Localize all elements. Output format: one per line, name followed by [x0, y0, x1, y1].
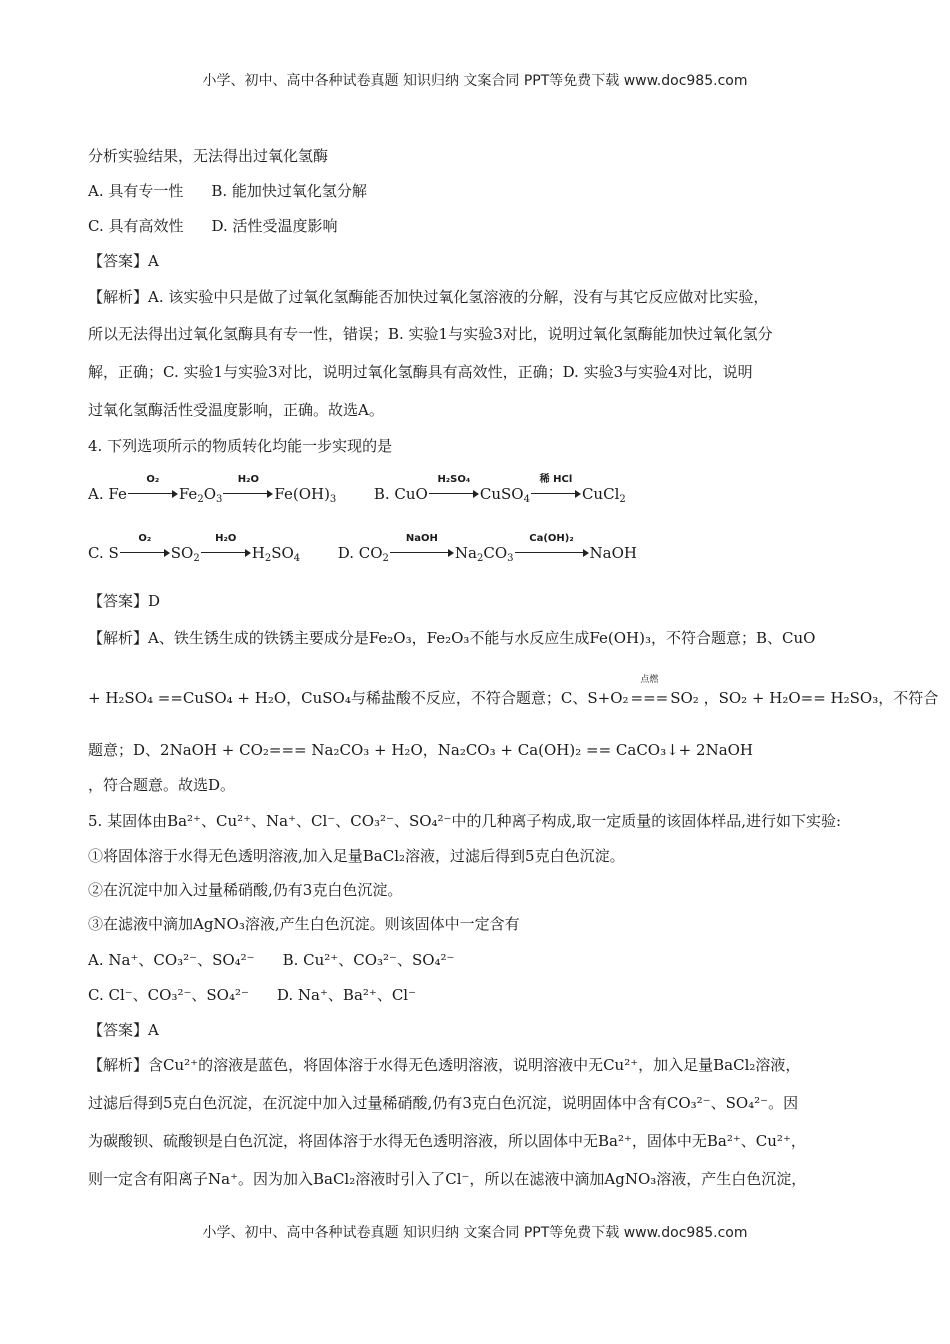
q5-stem: 5. 某固体由Ba²⁺、Cu²⁺、Na⁺、Cl⁻、CO₃²⁻、SO₄²⁻中的几种离子构成,取一定质量的该固体样品,进行如下实验:	[88, 812, 842, 830]
q5-option-b: B. Cu²⁺、CO₃²⁻、SO₄²⁻	[282, 951, 455, 969]
q5-step: ②在沉淀中加入过量稀硝酸,仍有3克白色沉淀。	[88, 881, 403, 899]
q5-options-ab	[88, 950, 454, 970]
q3-explanation-line: 解，正确；C. 实验1与实验3对比，说明过氧化氢酶具有高效性，正确；D. 实验3与实验4对比，说明	[88, 363, 753, 381]
q3-options-cd	[88, 216, 338, 236]
reaction-arrow-icon: H₂O	[223, 485, 273, 499]
q4-options-cd	[88, 533, 637, 569]
q4-option-a: A. Fe O₂ $Fe_2O_3$ H₂O $Fe(OH)_3$	[88, 474, 337, 505]
q5-explanation-line: 则一定含有阳离子Na⁺。因为加入BaCl₂溶液时引入了Cl⁻，所以在滤液中滴加AgNO₃溶液，产生白色沉淀，	[88, 1170, 807, 1188]
q4-explanation-line: + H₂SO₄ ==CuSO₄ + H₂O，CuSO₄与稀盐酸不反应，不符合题意；C、S+O₂ 点燃 === SO₂ ，SO₂ + H₂O== H₂SO₃，不符合	[88, 675, 939, 707]
q5-explanation-line: 为碳酸钡、硫酸钡是白色沉淀，将固体溶于水得无色透明溶液，所以固体中无Ba²⁺，固体中无Ba²⁺、Cu²⁺，	[88, 1132, 806, 1150]
q3-explanation-line: 过氧化氢酶活性受温度影响，正确。故选A。	[88, 401, 384, 419]
page-header: 小学、初中、高中各种试卷真题 知识归纳 文案合同 PPT等免费下载 www.doc985.com	[202, 73, 748, 89]
q5-explanation-line: 【解析】含Cu²⁺的溶液是蓝色，将固体溶于水得无色透明溶液，说明溶液中无Cu²⁺，加入足量BaCl₂溶液，	[88, 1056, 801, 1074]
q3-options-ab	[88, 181, 367, 201]
reaction-arrow-icon: Ca(OH)₂	[515, 544, 589, 558]
q4-explanation-line: 【解析】A、铁生锈生成的铁锈主要成分是Fe₂O₃，Fe₂O₃不能与水反应生成Fe(OH)₃，不符合题意；B、CuO	[88, 629, 816, 647]
q3-explanation-line: 所以无法得出过氧化氢酶具有专一性，错误；B. 实验1与实验3对比，说明过氧化氢酶能加快过氧化氢分	[88, 325, 773, 343]
reaction-arrow-icon: 稀 HCl	[531, 485, 581, 499]
q3-option-b: B. 能加快过氧化氢分解	[211, 182, 367, 200]
q3-option-c: C. 具有高效性	[88, 217, 184, 235]
q4-option-c: C. S O₂ $SO_2$ H₂O $H_2SO_4$	[88, 533, 301, 564]
q4-explanation-line: 题意；D、2NaOH + CO₂=== Na₂CO₃ + H₂O，Na₂CO₃ + Ca(OH)₂ == CaCO₃↓+ 2NaOH	[88, 741, 754, 759]
q5-explanation-line: 过滤后得到5克白色沉淀，在沉淀中加入过量稀硝酸,仍有3克白色沉淀，说明固体中含有CO₃²⁻、SO₄²⁻。因	[88, 1094, 799, 1112]
q3-explanation-line: 【解析】A. 该实验中只是做了过氧化氢酶能否加快过氧化氢溶液的分解，没有与其它反应做对比实验，	[88, 288, 769, 306]
reaction-arrow-icon: O₂	[120, 544, 170, 558]
q5-options-cd	[88, 985, 416, 1005]
q4-answer: 【答案】D	[88, 592, 161, 610]
q3-option-d: D. 活性受温度影响	[211, 217, 338, 235]
q5-option-d: D. Na⁺、Ba²⁺、Cl⁻	[276, 986, 417, 1004]
q4-options-ab	[88, 474, 626, 510]
reaction-arrow-icon: H₂O	[201, 544, 251, 558]
q5-option-c: C. Cl⁻、CO₃²⁻、SO₄²⁻	[88, 986, 249, 1004]
q4-option-b: B. CuO H₂SO₄ CuSO$_4$ 稀 HCl CuCl$_2$	[373, 474, 626, 505]
q4-option-d: D. $CO_2$ NaOH $Na_2CO_3$ Ca(OH)₂ NaOH	[337, 533, 637, 564]
reaction-arrow-icon: H₂SO₄	[429, 485, 479, 499]
q3-answer: 【答案】A	[88, 252, 159, 270]
ignite-condition: 点燃 ===	[630, 675, 669, 707]
reaction-arrow-icon: NaOH	[390, 544, 454, 558]
q5-answer: 【答案】A	[88, 1021, 159, 1039]
q5-step: ③在滤液中滴加AgNO₃溶液,产生白色沉淀。则该固体中一定含有	[88, 915, 520, 933]
q4-stem: 4. 下列选项所示的物质转化均能一步实现的是	[88, 437, 393, 455]
q4-explanation-line: ，符合题意。故选D。	[88, 776, 236, 794]
q5-step: ①将固体溶于水得无色透明溶液,加入足量BaCl₂溶液，过滤后得到5克白色沉淀。	[88, 847, 625, 865]
page-footer: 小学、初中、高中各种试卷真题 知识归纳 文案合同 PPT等免费下载 www.doc985.com	[202, 1225, 748, 1241]
q5-option-a: A. Na⁺、CO₃²⁻、SO₄²⁻	[88, 951, 255, 969]
reaction-arrow-icon: O₂	[128, 485, 178, 499]
q3-option-a: A. 具有专一性	[88, 182, 184, 200]
q3-stem: 分析实验结果，无法得出过氧化氢酶	[88, 147, 329, 165]
